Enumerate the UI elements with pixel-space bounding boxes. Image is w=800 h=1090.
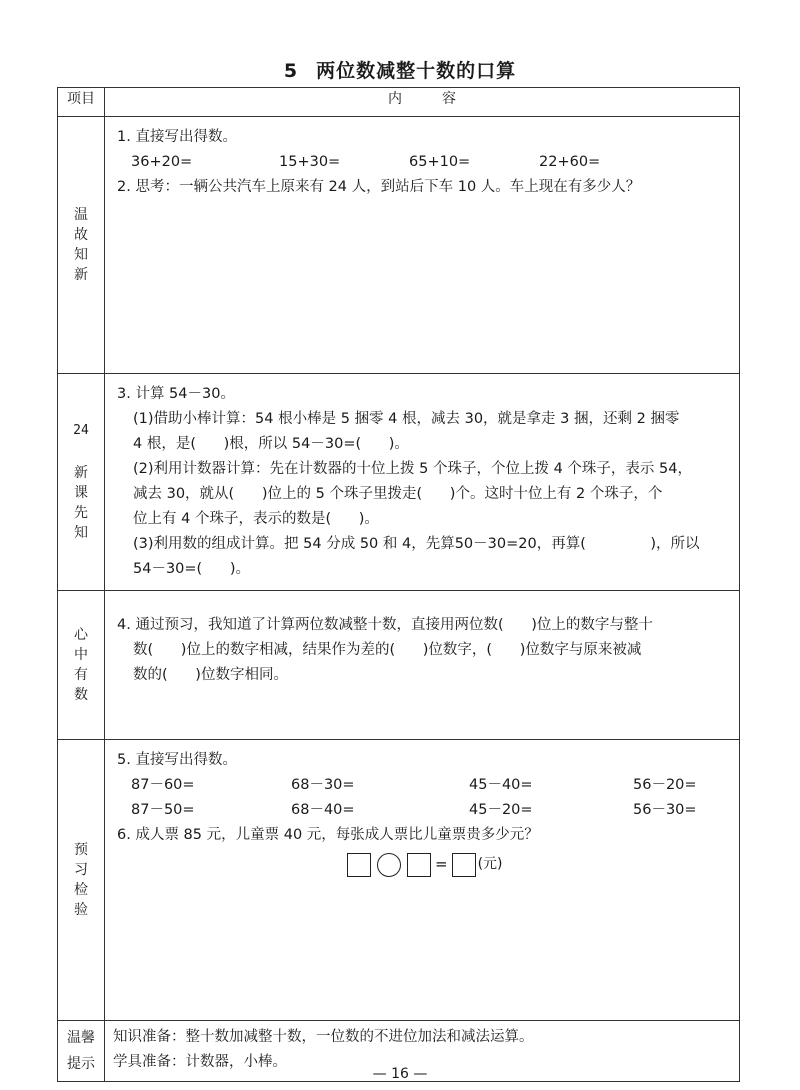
- answer-box[interactable]: [407, 853, 431, 877]
- expr-row: [117, 798, 727, 823]
- expr: 45－40=: [469, 777, 533, 793]
- text-line: 数的( )位数字相同。: [133, 667, 288, 683]
- tip-line: 学具准备：计数器，小棒。: [113, 1054, 287, 1070]
- question-3: 3. 计算 54－30。: [117, 386, 235, 402]
- expr-row: [117, 150, 727, 175]
- page-number: — 16 —: [372, 1066, 428, 1082]
- header-row: [58, 88, 740, 117]
- answer-box[interactable]: [347, 853, 371, 877]
- check-content: [105, 740, 740, 1021]
- header-item: 项目: [58, 88, 105, 117]
- expr: 15+30=: [279, 154, 341, 170]
- expr: 56－20=: [633, 777, 697, 793]
- expr: 22+60=: [539, 154, 601, 170]
- expr: 87－60=: [131, 777, 195, 793]
- expr: 36+20=: [131, 154, 193, 170]
- text-line: 减去 30，就从( )位上的 5 个珠子里拨走( )个。这时十位上有 2 个珠子，个: [133, 486, 663, 502]
- tips-label-2: 提示: [67, 1056, 95, 1072]
- side-page-number: 24: [73, 423, 89, 438]
- expr: 45－20=: [469, 802, 533, 818]
- operator-circle[interactable]: [377, 853, 401, 877]
- review-content: [105, 117, 740, 374]
- text-line: 位上有 4 个珠子，表示的数是( )。: [133, 511, 379, 527]
- lesson-title: 两位数减整十数的口算: [316, 60, 517, 82]
- expr: 87－50=: [131, 802, 195, 818]
- expr: 56－30=: [633, 802, 697, 818]
- new-lesson-content: [105, 374, 740, 591]
- text-line: 4. 通过预习，我知道了计算两位数减整十数，直接用两位数( )位上的数字与整十: [117, 617, 653, 633]
- question-5: 5. 直接写出得数。: [117, 752, 237, 768]
- worksheet-table: [57, 87, 740, 1082]
- unit-label: (元): [477, 856, 503, 872]
- review-row: [58, 117, 740, 374]
- text-line: (1)借助小棒计算：54 根小棒是 5 捆零 4 根，减去 30，就是拿走 3 捆，还剩 2 捆零: [133, 411, 680, 427]
- question-2: 2. 思考：一辆公共汽车上原来有 24 人，到站后下车 10 人。车上现在有多少人？: [117, 179, 641, 195]
- lesson-number: 5: [283, 60, 299, 82]
- question-6: 6. 成人票 85 元，儿童票 40 元，每张成人票比儿童票贵多少元？: [117, 827, 539, 843]
- review-label: 温故知新: [74, 207, 88, 283]
- new-lesson-row: [58, 374, 740, 591]
- header-content: 内容: [105, 88, 740, 117]
- tips-label-1: 温馨: [67, 1030, 95, 1046]
- text-line: (3)利用数的组成计算。把 54 分成 50 和 4，先算50－30=20，再算( )，所以: [133, 536, 700, 552]
- answer-box[interactable]: [452, 853, 476, 877]
- check-label: 预习检验: [74, 842, 88, 918]
- check-row: [58, 740, 740, 1021]
- expr: 68－30=: [291, 777, 355, 793]
- equation-boxes: [117, 852, 727, 877]
- insight-content: [105, 591, 740, 740]
- page-title: [0, 56, 800, 83]
- text-line: 54－30=( )。: [133, 561, 251, 577]
- question-1: 1. 直接写出得数。: [117, 129, 237, 145]
- equals-sign: =: [435, 855, 448, 873]
- tip-line: 知识准备：整十数加减整十数，一位数的不进位加法和减法运算。: [113, 1029, 534, 1045]
- insight-row: [58, 591, 740, 740]
- new-lesson-label: 新课先知: [74, 465, 88, 541]
- text-line: 数( )位上的数字相减，结果作为差的( )位数字，( )位数字与原来被减: [133, 642, 642, 658]
- insight-label: 心中有数: [74, 627, 88, 703]
- expr-row: [117, 773, 727, 798]
- text-line: 4 根，是( )根，所以 54－30=( )。: [133, 436, 409, 452]
- expr: 68－40=: [291, 802, 355, 818]
- expr: 65+10=: [409, 154, 471, 170]
- text-line: (2)利用计数器计算：先在计数器的十位上拨 5 个珠子，个位上拨 4 个珠子，表示 54，: [133, 461, 692, 477]
